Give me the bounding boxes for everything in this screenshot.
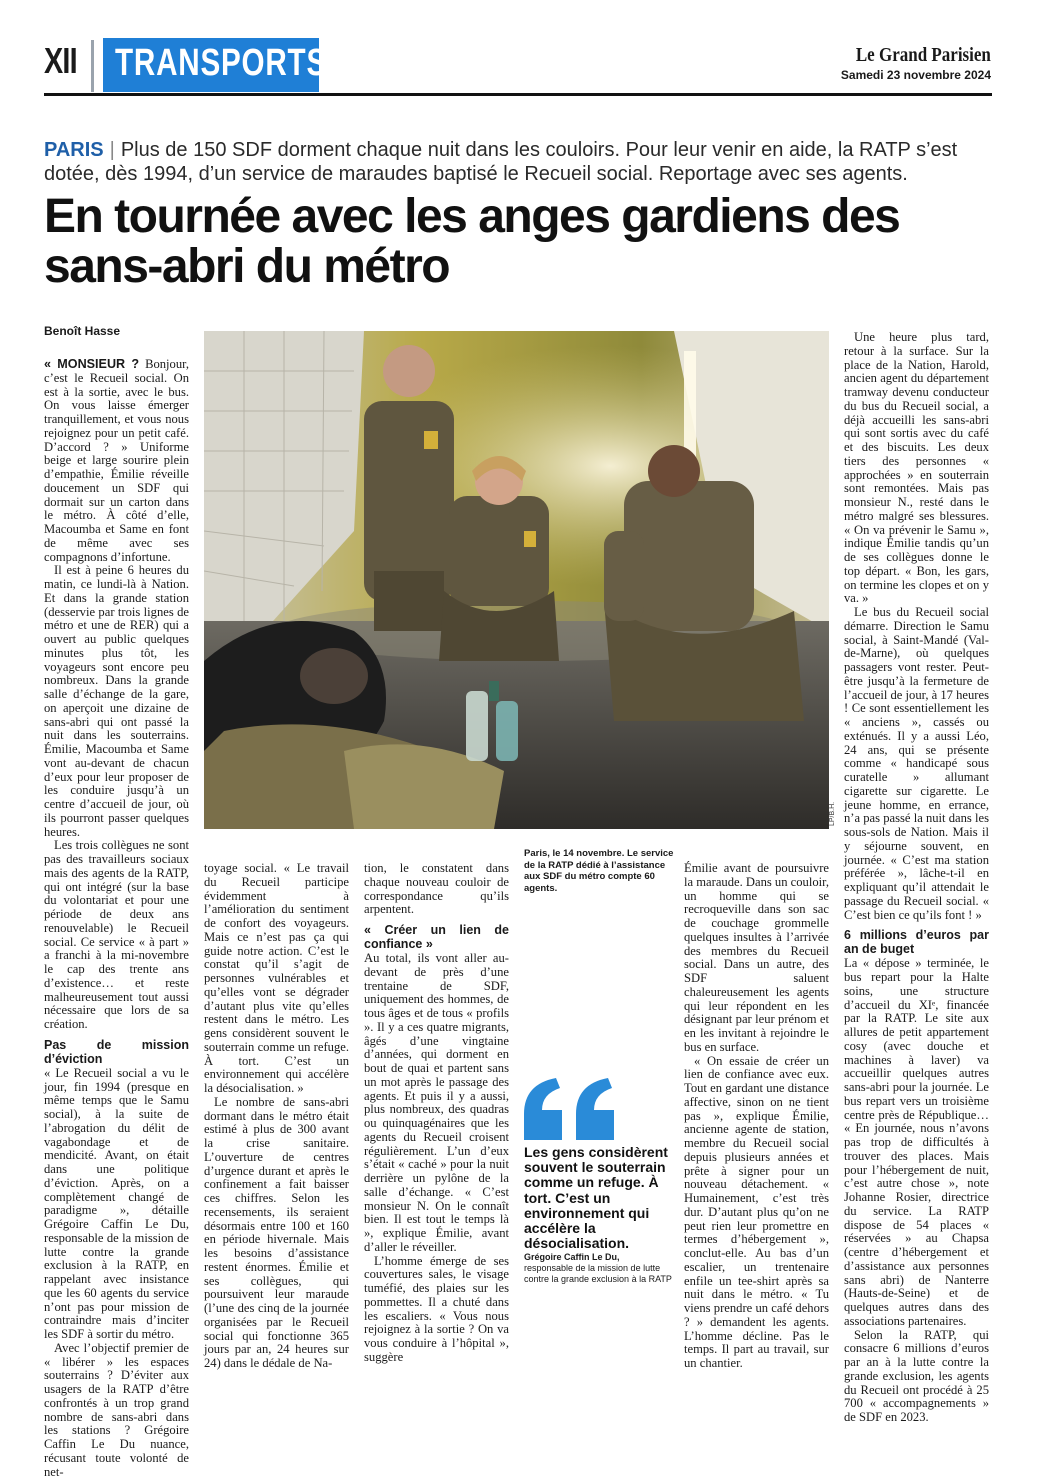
paragraph: tion, le constatent dans chaque nouveau couloir de correspondance qu’ils arpentent. — [364, 861, 509, 917]
kicker-text: Plus de 150 SDF dorment chaque nuit dans les couloirs. Pour leur venir en aide, la RATP s’est dotée, dès 1994, d’un service de maraudes baptisé le Recueil social. Reportage avec ses agents. — [44, 139, 958, 185]
paragraph: La « dépose » terminée, le bus repart pour la Halte soins, une structure d’accueil du XIᵉ, financée par la RATP. Le site aux allures de petit appartement cosy (avec douche et machines à laver) va accueillir quelques autres sans-abri pour la journée. Le bus repart vers un troisième centre près de République… « En journée, nous n’avons pas trop de difficultés à trouver des places. Mais pour l’hébergement de nuit, c’est autre chose », note Johanne Rosier, directrice du service. La RATP dispose de 54 places « réservées » au Chapsa (centre d’hébergement et d’assistance aux personnes sans abri) de Nanterre (Hauts-de-Seine) et de quelques autres dans des associations partenaires. — [844, 956, 989, 1328]
masthead-logo: Le Grand Parisien — [855, 44, 991, 66]
paragraph: Avec l’objectif premier de « libérer » les espaces souterrains ? D’éviter aux usagers de la RATP d’être confrontés à un trop grand nombre de sans-abri dans les stations ? Grégoire Caffin Le Du nuance, récusant toute volonté de net- — [44, 1340, 189, 1479]
paragraph: « Le Recueil social a vu le jour, fin 1994 (presque en même temps que le Samu social), à la suite de l’abrogation du délit de vagabondage et de mendicité. Avant, on était dans une politique d’éviction. Après, on a complètement changé de paradigme », détaille Grégoire Caffin Le Du, responsable de la mission de lutte contre la grande exclusion à la RATP, en rappelant avec insistance que les 60 agents du service n’ont pas pour mission de contraindre mais d’inciter les SDF à sortir du métro. — [44, 1065, 189, 1341]
article-column-1 — [44, 358, 189, 1479]
article-column-5 — [844, 331, 989, 1425]
paragraph: « On essaie de créer un lien de confiance avec eux. Tout en gardant une distance affective, sinon on ne tient pas », explique Émilie, ancienne agente de station, membre du Recueil social depuis plusieurs années et prête à signer pour un nouveau détachement. « Humainement, c’est très dur. D’autant plus qu’on ne peut rien leur promettre en termes d’hébergement », conclut-elle. Au bas d’un escalier, un trentenaire enfile un tee-shirt après sa nuit dans le métro. « Tu viens prendre un café dehors ? » demandent les agents. L’homme décline. Pas le temps. Il part au travail, sur un chantier. — [684, 1053, 829, 1370]
subheading: « Créer un lien de confiance » — [364, 923, 509, 951]
pull-quote-author — [524, 1252, 674, 1285]
kicker-place: PARIS — [44, 139, 104, 161]
metro-agents-photo — [204, 331, 829, 829]
paragraph: Il est à peine 6 heures du matin, ce lundi-là à Nation. Et dans la grande station (desservie par trois lignes de métro et une de RER) qui a ouvert au public quelques minutes plus tôt, les voyageurs sont encore peu nombreux. Dans la grande salle d’échange de la gare, on aperçoit une dizaine de sans-abri qui ont passé la nuit dans les souterrains. Émilie, Macoumba et Same vont au-devant de chacun d’eux pour leur proposer de les conduire jusqu’à un centre d’accueil de jour, où ils pourront passer quelques heures. — [44, 563, 189, 839]
article-column-2 — [204, 862, 349, 1371]
paragraph: Émilie avant de poursuivre la maraude. Dans un couloir, un homme qui se recroqueville dans son sac de couchage grommelle quelques insultes à l’arrivée des membres du Recueil social. Dans un autre, des SDF saluent chaleureusement les agents qui leur répondent en les désignant par leur prénom et en les invitant à rejoindre le bus en surface. — [684, 861, 829, 1054]
paragraph: toyage social. « Le travail du Recueil participe évidemment à l’amélioration du sentiment de confort des voyageurs. Mais ce n’est pas ça qui guide notre action. C’est le constat qu’il s’agit de personnes vulnérables et qu’elles vont se dégrader d’autant plus vite qu’elles restent dans le métro. Les gens considèrent souvent le souterrain comme un refuge. À tort. C’est un environnement qui accélère la désocialisation. » — [204, 861, 349, 1095]
header-rule — [44, 93, 992, 96]
article-column-3 — [364, 862, 509, 1365]
author-role: responsable de la mission de lutte contre la grande exclusion à la RATP — [524, 1263, 672, 1284]
page-number-divider — [91, 40, 94, 92]
paragraph: L’homme émerge de ses couvertures sales, le visage tuméfié, des plaies sur les pommettes. Il a chuté dans les escaliers. « Vous nous rejoignez à la sortie ? On va vous conduire à l’hôpital », suggère — [364, 1253, 509, 1364]
paragraph — [44, 358, 189, 564]
subheading: Pas de mission d’éviction — [44, 1037, 189, 1066]
headline: En tournée avec les anges gardiens des sans-abri du métro — [44, 190, 900, 293]
photo-credit: LP/B.H. — [829, 801, 836, 826]
article-photo — [204, 331, 829, 829]
subheading: 6 millions d’euros par an de buget — [844, 928, 989, 957]
paragraph: Une heure plus tard, retour à la surface. Sur la place de la Nation, Harold, ancien agent du département tramway devenu conducteur du bus du Recueil social, a déjà accueilli les sans-abri qui sont sortis avec du café et des biscuits. Les deux tiers des personnes « approchées » en souterrain sont remontées. Mais pas monsieur N., resté dans le métro malgré ses blessures. « On va prévenir le Samu », indique Émilie tandis qu’un de ses collègues donne le top départ. « Bon, les gars, on termine les clopes et on y va. » — [844, 330, 989, 606]
kicker-divider: | — [109, 139, 115, 161]
paragraph-text: Bonjour, c’est le Recueil social. On est à la sortie, avec le bus. On vous laisse émerger tranquillement, et vous nous rejoignez pour un petit café. D’accord ? » Uniforme beige et large sourire plein d’empathie, Émilie réveille doucement un SDF qui dormait sur un carton dans le métro. À côté d’elle, Macoumba et Same en font de même avec ses compagnons d’infortune. — [44, 357, 189, 564]
issue-date: Samedi 23 novembre 2024 — [840, 68, 991, 82]
author-name: Grégoire Caffin Le Du, — [524, 1252, 620, 1262]
paragraph: Au total, ils vont aller au-devant de près d’une trentaine de SDF, uniquement des hommes, de tous âges et de tous « profils ». Il y a ces quatre migrants, âgés d’une vingtaine d’années, qui dorment en bout de quai et partent sans un mot après le passage des agents. Et puis il y a aussi, plus nombreux, des quadras ou quinquagénaires que les agents du Recueil croisent régulièrement. L’un d’eux s’était « caché » pour la nuit derrière un pylône de la salle d’échange. « C’est monsieur N. On le connaît bien. Il est tout le temps là », explique Émilie, avant d’aller le réveiller. — [364, 951, 509, 1254]
byline: Benoît Hasse — [44, 324, 121, 338]
pull-quote: Les gens considèrent souvent le souterrain comme un refuge. À tort. C’est un environnement qui accélère la désocialisation. — [524, 1144, 668, 1252]
kicker — [44, 138, 994, 186]
paragraph: Les trois collègues ne sont pas des travailleurs sociaux mais des agents de la RATP, qui ont intégré (sur la base du volontariat et pour une période de deux ans renouvelable) le Recueil social. Ce service « à part » a franchi à la mi-novembre le cap des trente ans d’existence… et reste malheureusement tout aussi nécessaire que lors de sa création. — [44, 838, 189, 1031]
paragraph: Le bus du Recueil social démarre. Direction le Samu social, à Saint-Mandé (Val-de-Marne), où quelques passagers vont rester. Peut-être jusqu’à la fermeture de l’accueil de jour, à 17 heures ! Ce sont essentiellement les « anciens », cassés ou exténués. Il y a aussi Léo, 24 ans, qui se présente comme « handicapé sous curatelle » allumant cigarette sur cigarette. Le jeune homme, en errance, n’a pas passé la nuit dans les sous-sols de Nation. Mais il y séjourne souvent, en journée. « C’est ma station préférée », lâche-t-il en expliquant qu’il attendait le passage du Recueil social. « C’est bien ce qu’ils font ! » — [844, 605, 989, 922]
page-number: XII — [44, 40, 77, 81]
section-banner — [103, 38, 328, 92]
paragraph: Le nombre de sans-abri dormant dans le métro était estimé à plus de 300 avant la crise sanitaire. L’ouverture de centres d’urgence durant et après le confinement a fait baisser ces chiffres. Selon les recensements, ils seraient désormais entre 100 et 160 en période hivernale. Mais les besoins d’assistance restent énormes. Émilie et ses collègues, qui poursuivent leur maraude (l’une des cinq de la journée organisées par le Recueil social qui fonctionne 365 jours par an, 24 heures sur 24) dans le dédale de Na- — [204, 1094, 349, 1370]
photo-caption: Paris, le 14 novembre. Le service de la RATP dédié à l’assistance aux SDF du métro compte 60 agents. — [524, 848, 674, 894]
section-title: TRANSPORTS — [115, 42, 328, 84]
lead-in: « MONSIEUR ? — [44, 357, 140, 371]
article-column-4 — [684, 862, 829, 1371]
quote-mark-icon — [522, 1076, 622, 1147]
paragraph: Selon la RATP, qui consacre 6 millions d’euros par an à la lutte contre la grande exclusion, les agents du Recueil ont procédé à 25 700 « accompagnements » de SDF en 2023. — [844, 1327, 989, 1424]
